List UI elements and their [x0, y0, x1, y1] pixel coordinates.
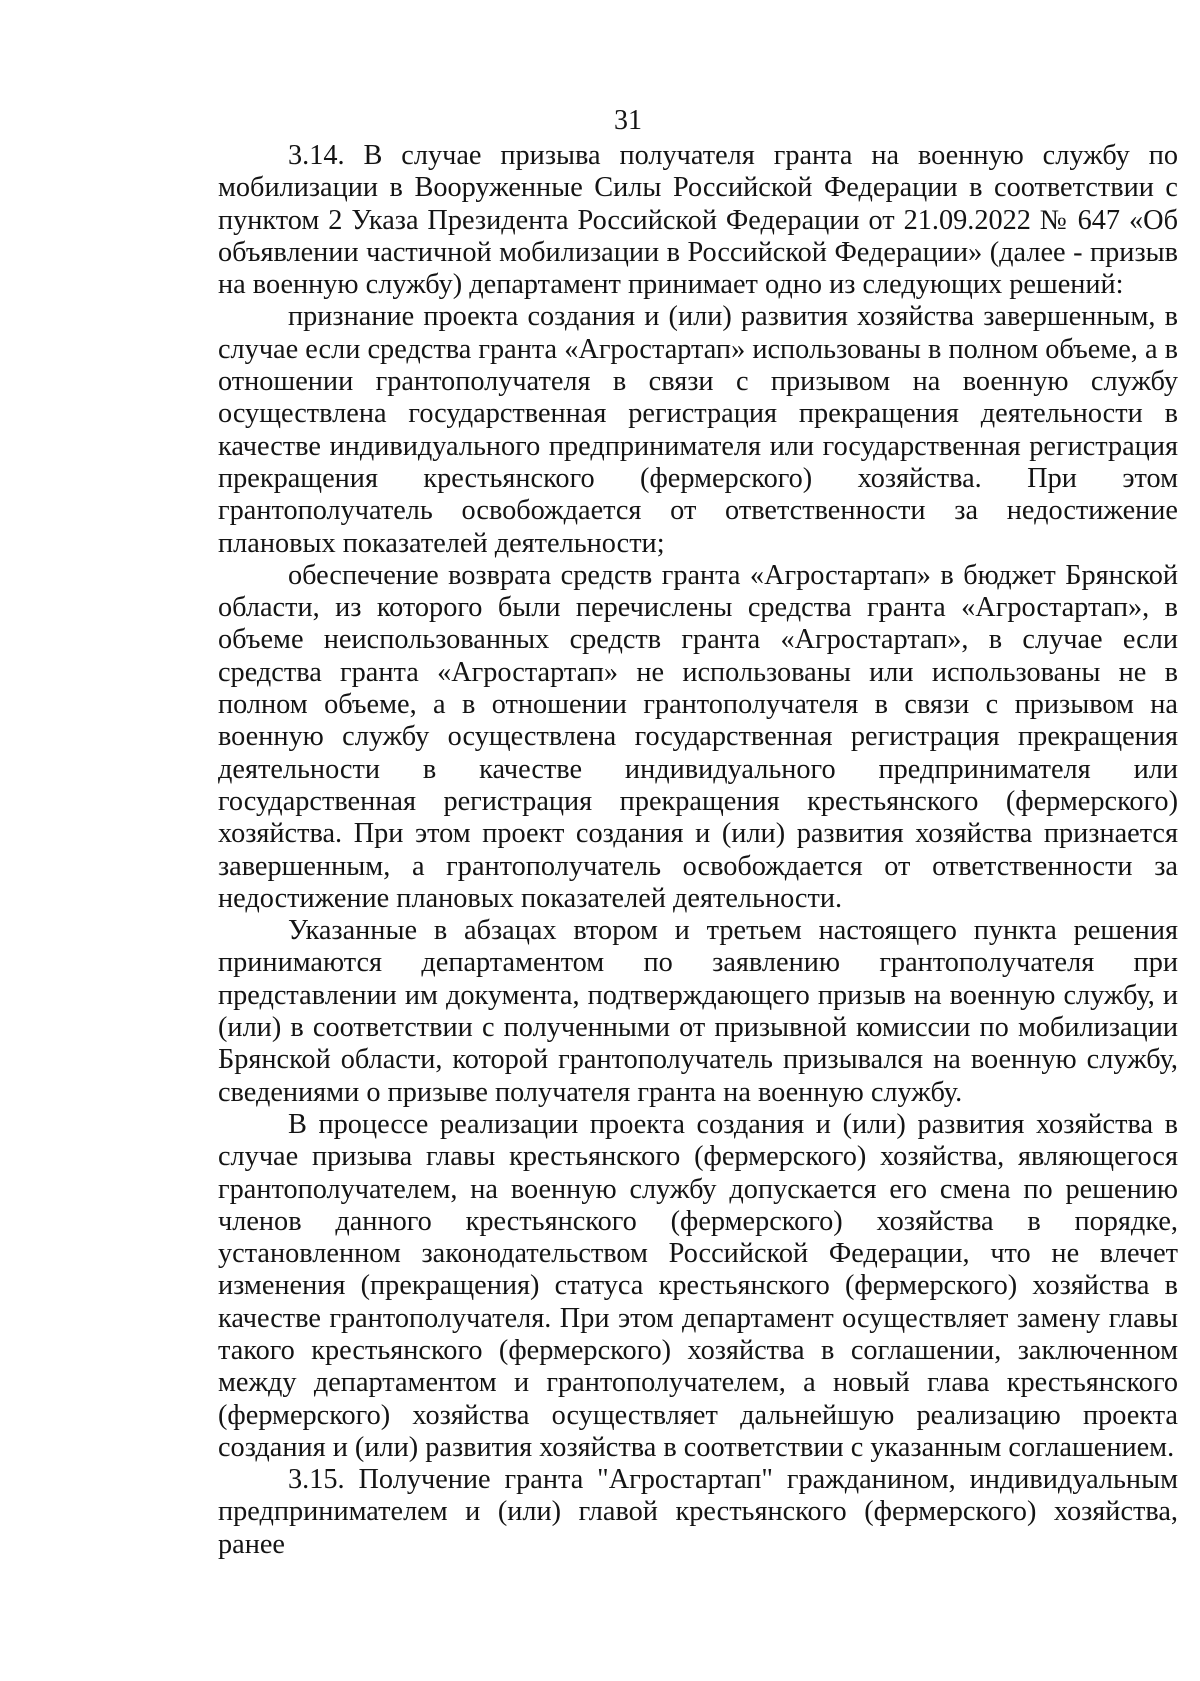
paragraph-decision-basis: Указанные в абзацах втором и третьем настоящего пункта решения принимаются департаментом по заявлению грантополучателя при представлении им документа, подтверждающего призыв на военную службу, и (или) в соответствии с полученными от призывной комиссии по мобилизации Брянской области, которой грантополучатель призывался на военную службу, сведениями о призыве получателя гранта на военную службу. [218, 915, 1178, 1108]
document-body [218, 140, 1178, 1561]
paragraph-3-15: 3.15. Получение гранта "Агростартап" гражданином, индивидуальным предпринимателем и (или) главой крестьянского (фермерского) хозяйства, ранее [218, 1464, 1178, 1560]
paragraph-decision-completion: признание проекта создания и (или) развития хозяйства завершенным, в случае если средства гранта «Агростартап» использованы в полном объеме, а в отношении грантополучателя в связи с призывом на военную службу осуществлена государственная регистрация прекращения деятельности в качестве индивидуального предпринимателя или государственная регистрация прекращения крестьянского (фермерского) хозяйства. При этом грантополучатель освобождается от ответственности за недостижение плановых показателей деятельности; [218, 301, 1178, 559]
page-number: 31 [614, 105, 642, 136]
paragraph-decision-refund: обеспечение возврата средств гранта «Агростартап» в бюджет Брянской области, из которого были перечислены средства гранта «Агростартап», в объеме неиспользованных средств гранта «Агростартап», в случае если средства гранта «Агростартап» не использованы или использованы не в полном объеме, а в отношении грантополучателя в связи с призывом на военную службу осуществлена государственная регистрация прекращения деятельности в качестве индивидуального предпринимателя или государственная регистрация прекращения крестьянского (фермерского) хозяйства. При этом проект создания и (или) развития хозяйства признается завершенным, а грантополучатель освобождается от ответственности за недостижение плановых показателей деятельности. [218, 559, 1178, 914]
paragraph-3-14: 3.14. В случае призыва получателя гранта на военную службу по мобилизации в Вооруженные Силы Российской Федерации в соответствии с пунктом 2 Указа Президента Российской Федерации от 21.09.2022 № 647 «Об объявлении частичной мобилизации в Российской Федерации» (далее - призыв на военную службу) департамент принимает одно из следующих решений: [218, 140, 1178, 301]
paragraph-head-replacement: В процессе реализации проекта создания и (или) развития хозяйства в случае призыва главы крестьянского (фермерского) хозяйства, являющегося грантополучателем, на военную службу допускается его смена по решению членов данного крестьянского (фермерского) хозяйства в порядке, установленном законодательством Российской Федерации, что не влечет изменения (прекращения) статуса крестьянского (фермерского) хозяйства в качестве грантополучателя. При этом департамент осуществляет замену главы такого крестьянского (фермерского) хозяйства в соглашении, заключенном между департаментом и грантополучателем, а новый глава крестьянского (фермерского) хозяйства осуществляет дальнейшую реализацию проекта создания и (или) развития хозяйства в соответствии с указанным соглашением. [218, 1108, 1178, 1463]
